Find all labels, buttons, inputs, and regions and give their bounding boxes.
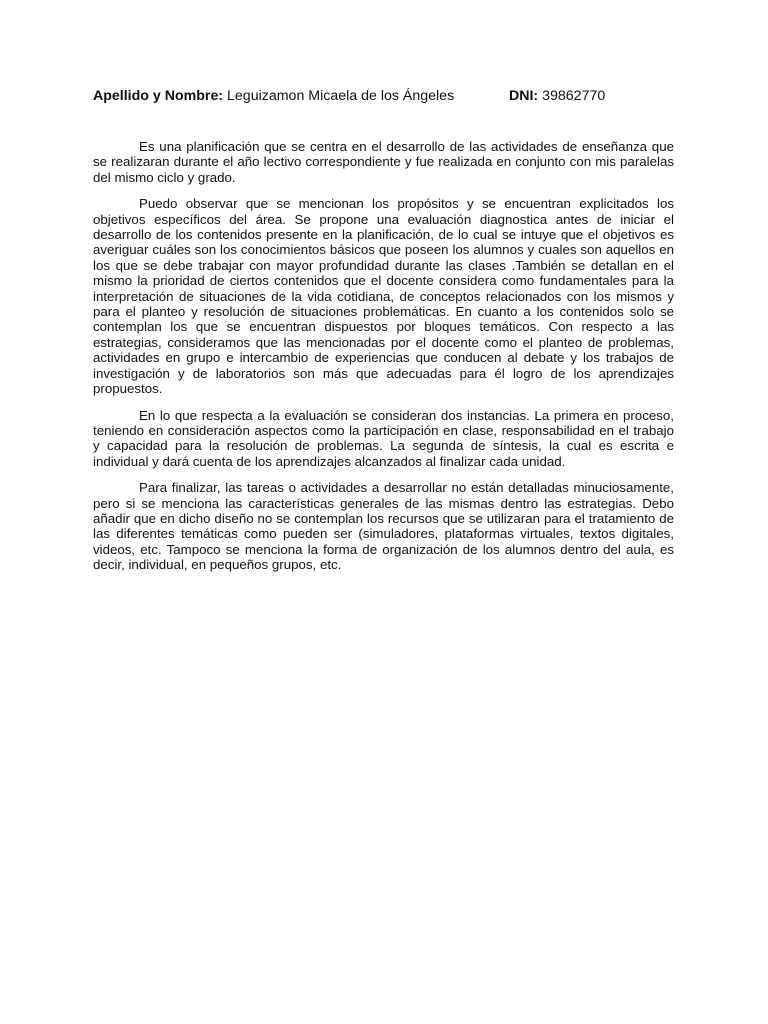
paragraph-1: Es una planificación que se centra en el desarrollo de las actividades de enseñanza que se realizaran durante el año lectivo correspondiente y fue realizada en conjunto con mis paralelas del mismo ciclo y grado.	[93, 139, 674, 185]
name-label: Apellido y Nombre:	[93, 88, 224, 104]
name-value: Leguizamon Micaela de los Ángeles	[227, 88, 455, 104]
dni-value: 39862770	[542, 88, 606, 104]
document-body	[93, 139, 674, 584]
paragraph-4: Para finalizar, las tareas o actividades a desarrollar no están detalladas minuciosamente, pero si se menciona las características generales de las mismas dentro las estrategias. Debo añadir que en dicho diseño no se contemplan los recursos que se utilizaran para el tratamiento de las diferentes temáticas como pueden ser (simuladores, plataformas virtuales, textos digitales, videos, etc. Tampoco se menciona la forma de organización de los alumnos dentro del aula, es decir, individual, en pequeños grupos, etc.	[93, 480, 674, 573]
document-header	[93, 87, 683, 105]
paragraph-3: En lo que respecta a la evaluación se consideran dos instancias. La primera en proceso, teniendo en consideración aspectos como la participación en clase, responsabilidad en el trabajo y capacidad para la resolución de problemas. La segunda de síntesis, la cual es escrita e individual y dará cuenta de los aprendizajes alcanzados al finalizar cada unidad.	[93, 407, 674, 469]
paragraph-2: Puedo observar que se mencionan los propósitos y se encuentran explicitados los objetivos específicos del área. Se propone una evaluación diagnostica antes de iniciar el desarrollo de los contenidos presente en la planificación, de lo cual se intuye que el objetivos es averiguar cuáles son los conocimientos básicos que poseen los alumnos y cuales son aquellos en los que se debe trabajar con mayor profundidad durante las clases .También se detallan en el mismo la prioridad de ciertos contenidos que el docente considera como fundamentales para la interpretación de situaciones de la vida cotidiana, de conceptos relacionados con los mismos y para el planteo y resolución de situaciones problemáticas. En cuanto a los contenidos solo se contemplan los que se encuentran dispuestos por bloques temáticos. Con respecto a las estrategias, consideramos que las mencionadas por el docente como el planteo de problemas, actividades en grupo e intercambio de experiencias que conducen al debate y los trabajos de investigación y de laboratorios son más que adecuadas para él logro de los aprendizajes propuestos.	[93, 196, 674, 397]
dni-field	[509, 87, 605, 105]
dni-label: DNI:	[509, 88, 539, 104]
